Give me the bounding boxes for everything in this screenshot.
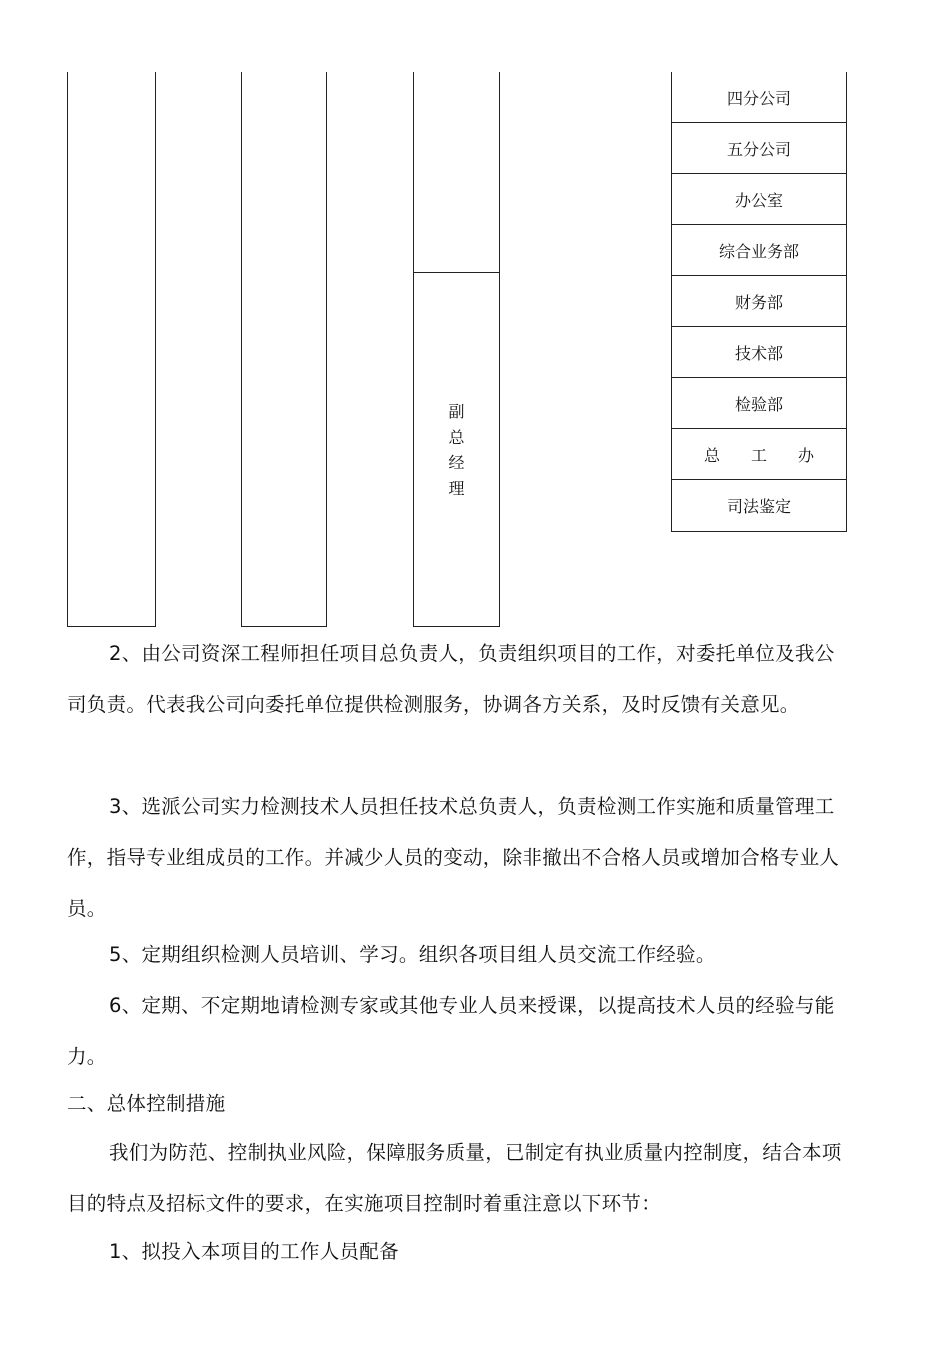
dept-inspection: 检验部	[672, 378, 846, 429]
paragraph-6: 6、定期、不定期地请检测专家或其他专业人员来授课，以提高技术人员的经验与能力。	[67, 994, 835, 1068]
section-paragraph: 我们为防范、控制执业风险，保障服务质量，已制定有执业质量内控制度，结合本项目的特点及招标文件的要求，在实施项目控制时着重注意以下环节：	[67, 1141, 842, 1215]
paragraph-5: 5、定期组织检测人员培训、学习。组织各项目组人员交流工作经验。	[109, 943, 716, 966]
vice-gm-label: 副 总 经 理	[448, 402, 465, 498]
dept-chief-engineer-office	[672, 429, 846, 480]
department-list	[671, 72, 847, 532]
dept-cge-char-2: 工	[750, 445, 767, 465]
dept-branch-4: 四分公司	[672, 72, 846, 123]
paragraph-2: 2、由公司资深工程师担任项目总负责人，负责组织项目的工作，对委托单位及我公司负责。代表我公司向委托单位提供检测服务，协调各方关系，及时反馈有关意见。	[67, 642, 835, 716]
section-heading: 二、总体控制措施	[67, 1092, 226, 1115]
paragraph-3: 3、选派公司实力检测技术人员担任技术总负责人，负责检测工作实施和质量管理工作，指导专业组成员的工作。并减少人员的变动，除非撤出不合格人员或增加合格专业人员。	[67, 795, 840, 920]
dept-branch-5: 五分公司	[672, 123, 846, 174]
org-column-1	[67, 72, 156, 627]
org-column-vice-gm	[413, 72, 500, 627]
dept-judicial-appraisal: 司法鉴定	[726, 497, 791, 516]
dept-cge-char-1: 总	[704, 445, 721, 465]
item-heading: 1、拟投入本项目的工作人员配备	[109, 1240, 399, 1263]
dept-general-business: 综合业务部	[672, 225, 846, 276]
dept-office: 办公室	[672, 174, 846, 225]
column-divider	[414, 272, 499, 273]
org-column-2	[241, 72, 327, 627]
dept-cge-char-3: 办	[797, 445, 814, 465]
dept-finance: 财务部	[672, 276, 846, 327]
dept-technical: 技术部	[672, 327, 846, 378]
